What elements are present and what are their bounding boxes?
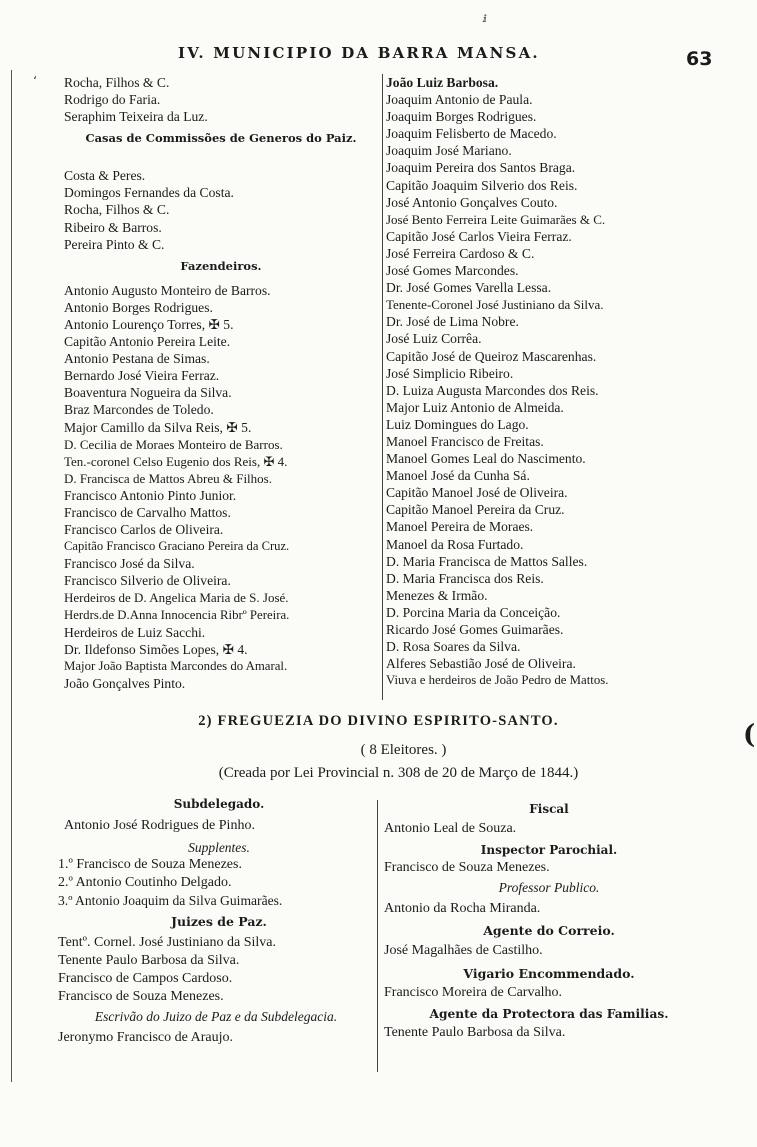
list-item: D. Maria Francisca de Mattos Salles. bbox=[386, 553, 588, 569]
section-title-juizes: Juizes de Paz. bbox=[171, 914, 267, 929]
eleitores-count: ( 8 Eleitores. ) bbox=[360, 742, 447, 758]
list-item: Antonio Augusto Monteiro de Barros. bbox=[64, 282, 271, 298]
list-item: Manoel da Rosa Furtado. bbox=[386, 536, 524, 552]
list-item: Antonio Pestana de Simas. bbox=[64, 351, 210, 367]
section-title-inspector: Inspector Parochial. bbox=[480, 843, 618, 857]
list-item: Capitão Antonio Pereira Leite. bbox=[64, 334, 231, 350]
list-item: Seraphim Teixeira da Luz. bbox=[64, 109, 208, 125]
freguezia-title: 2) FREGUEZIA DO DIVINO ESPIRITO-SANTO. bbox=[198, 713, 559, 729]
list-item: 2.º Antonio Coutinho Delgado. bbox=[58, 875, 232, 890]
list-item: Rodrigo do Faria. bbox=[64, 92, 161, 108]
list-item: Joaquim José Mariano. bbox=[386, 143, 512, 159]
list-item: Braz Marcondes de Toledo. bbox=[64, 402, 214, 418]
list-item: Manoel José da Cunha Sá. bbox=[386, 468, 530, 484]
margin-bullet: ‘ bbox=[33, 74, 37, 88]
section-title-casas: Casas de Commissões de Generos do Paiz. bbox=[85, 131, 357, 146]
list-item: Major Camillo da Silva Reis, ✠ 5. bbox=[64, 419, 252, 435]
section-title-fiscal: Fiscal bbox=[529, 802, 569, 816]
list-item: D. Porcina Maria da Conceição. bbox=[386, 604, 561, 620]
list-item: 1.º Francisco de Souza Menezes. bbox=[58, 857, 242, 872]
fiscal-name: Antonio Leal de Souza. bbox=[384, 821, 517, 836]
list-item: Boaventura Nogueira da Silva. bbox=[64, 385, 232, 401]
list-item: João Luiz Barbosa. bbox=[386, 75, 499, 90]
list-item: D. Cecilia de Moraes Monteiro de Barros. bbox=[64, 436, 283, 452]
list-item: Manoel Gomes Leal do Nascimento. bbox=[386, 451, 586, 467]
list-item: Capitão Manoel José de Oliveira. bbox=[386, 485, 568, 501]
list-item: Rocha, Filhos & C. bbox=[64, 202, 170, 218]
bottom-right-column bbox=[384, 800, 714, 1042]
list-item: Capitão José de Queiroz Mascarenhas. bbox=[386, 348, 597, 364]
list-item: Francisco de Campos Cardoso. bbox=[58, 971, 233, 986]
list-item: Domingos Fernandes da Costa. bbox=[64, 185, 234, 201]
list-item: Tenente-Coronel José Justiniano da Silva. bbox=[386, 297, 604, 313]
list-item: Francisco José da Silva. bbox=[64, 556, 195, 572]
list-item: Herdeiros de Luiz Sacchi. bbox=[64, 624, 206, 640]
list-item: Francisco Silverio de Oliveira. bbox=[64, 573, 231, 589]
list-item: Manoel Pereira de Moraes. bbox=[386, 519, 534, 535]
list-item: Dr. José de Lima Nobre. bbox=[386, 314, 519, 330]
list-item: Antonio Lourenço Torres, ✠ 5. bbox=[64, 316, 234, 332]
escrivao-name: Jeronymo Francisco de Araujo. bbox=[58, 1030, 233, 1045]
list-item: Herdeiros de D. Angelica Maria de S. José. bbox=[64, 590, 289, 606]
inspector-name: Francisco de Souza Menezes. bbox=[384, 860, 550, 875]
page-header: IV. MUNICIPIO DA BARRA MANSA. bbox=[178, 44, 540, 62]
margin-rule bbox=[11, 70, 12, 1082]
list-item: Major Luiz Antonio de Almeida. bbox=[386, 399, 564, 415]
list-item: Dr. José Gomes Varella Lessa. bbox=[386, 280, 552, 296]
list-item: D. Luiza Augusta Marcondes dos Reis. bbox=[386, 382, 599, 398]
list-item: Capitão Francisco Graciano Pereira da Cruz. bbox=[64, 539, 290, 554]
list-item: Dr. Ildefonso Simões Lopes, ✠ 4. bbox=[64, 641, 248, 657]
list-item: 3.º Antonio Joaquim da Silva Guimarães. bbox=[58, 893, 283, 908]
column-divider-bottom bbox=[377, 800, 378, 1072]
section-title-protectora: Agente da Protectora das Familias. bbox=[429, 1007, 669, 1021]
list-item: Luiz Domingues do Lago. bbox=[386, 416, 529, 432]
left-column bbox=[64, 74, 378, 692]
section-title-escrivao: Escrivão do Juizo de Paz e da Subdelegacia. bbox=[94, 1009, 338, 1024]
list-item: Francisco de Souza Menezes. bbox=[58, 989, 224, 1004]
list-item: D. Maria Francisca dos Reis. bbox=[386, 570, 544, 586]
column-divider bbox=[382, 74, 383, 700]
section-title-supplentes: Supplentes. bbox=[188, 840, 250, 855]
list-item: Ribeiro & Barros. bbox=[64, 219, 162, 235]
list-item: Capitão Manoel Pereira da Cruz. bbox=[386, 502, 565, 518]
list-item: Antonio Borges Rodrigues. bbox=[64, 299, 213, 315]
list-item: Rocha, Filhos & C. bbox=[64, 75, 170, 90]
bottom-left-column bbox=[58, 795, 374, 1047]
list-item: Joaquim Antonio de Paula. bbox=[386, 92, 533, 108]
professor-name: Antonio da Rocha Miranda. bbox=[384, 901, 541, 916]
right-column bbox=[386, 74, 706, 689]
right-margin-mark: ( bbox=[743, 720, 756, 750]
subdelegado-name: Antonio José Rodrigues de Pinho. bbox=[64, 818, 255, 833]
section-title-subdelegado: Subdelegado. bbox=[173, 797, 265, 811]
list-item: Capitão José Carlos Vieira Ferraz. bbox=[386, 228, 572, 244]
section-title-agente-correio: Agente do Correio. bbox=[483, 923, 615, 938]
section-title-professor: Professor Publico. bbox=[498, 880, 600, 895]
list-item: Francisco Carlos de Oliveira. bbox=[64, 522, 224, 538]
list-item: Viuva e herdeiros de João Pedro de Mattos. bbox=[386, 673, 609, 688]
list-item: José Ferreira Cardoso & C. bbox=[386, 245, 535, 261]
list-item: Pereira Pinto & C. bbox=[64, 236, 165, 252]
list-item: Major João Baptista Marcondes do Amaral. bbox=[64, 658, 288, 673]
list-item: Joaquim Pereira dos Santos Braga. bbox=[386, 160, 576, 176]
creada-note: (Creada por Lei Provincial n. 308 de 20 de Março de 1844.) bbox=[218, 765, 579, 781]
page-number: 63 bbox=[686, 48, 713, 70]
list-item: Bernardo José Vieira Ferraz. bbox=[64, 368, 220, 384]
list-item: Herdrs.de D.Anna Innocencia Ribrº Pereira. bbox=[64, 607, 290, 622]
section-title-fazendeiros: Fazendeiros. bbox=[180, 258, 262, 273]
list-item: Joaquim Borges Rodrigues. bbox=[386, 109, 537, 125]
list-item: José Antonio Gonçalves Couto. bbox=[386, 194, 558, 210]
list-item: Francisco Antonio Pinto Junior. bbox=[64, 487, 237, 503]
list-item: Capitão Joaquim Silverio dos Reis. bbox=[386, 177, 578, 193]
vigario-name: Francisco Moreira de Carvalho. bbox=[384, 985, 563, 1000]
list-item: José Luiz Corrêa. bbox=[386, 331, 482, 347]
list-item: José Gomes Marcondes. bbox=[386, 263, 519, 279]
protectora-name: Tenente Paulo Barbosa da Silva. bbox=[384, 1025, 566, 1040]
list-item: Francisco de Carvalho Mattos. bbox=[64, 504, 231, 520]
list-item: Ten.-coronel Celso Eugenio dos Reis, ✠ 4. bbox=[64, 453, 288, 469]
agente-correio-name: José Magalhães de Castilho. bbox=[384, 943, 543, 958]
list-item: D. Francisca de Mattos Abreu & Filhos. bbox=[64, 470, 272, 486]
list-item: José Simplicio Ribeiro. bbox=[386, 365, 514, 381]
list-item: Tenente Paulo Barbosa da Silva. bbox=[58, 953, 240, 968]
list-item: Joaquim Felisberto de Macedo. bbox=[386, 126, 557, 142]
list-item: Menezes & Irmão. bbox=[386, 587, 488, 603]
list-item: Manoel Francisco de Freitas. bbox=[386, 433, 544, 449]
section-title-vigario: Vigario Encommendado. bbox=[463, 966, 635, 981]
list-item: José Bento Ferreira Leite Guimarães & C. bbox=[386, 211, 606, 227]
list-item: Costa & Peres. bbox=[64, 168, 146, 184]
list-item: João Gonçalves Pinto. bbox=[64, 675, 186, 691]
list-item: D. Rosa Soares da Silva. bbox=[386, 639, 521, 655]
top-mark: ⅈ bbox=[483, 14, 487, 25]
list-item: Tentº. Cornel. José Justiniano da Silva. bbox=[58, 935, 277, 950]
list-item: Ricardo José Gomes Guimarães. bbox=[386, 622, 564, 637]
list-item: Alferes Sebastião José de Oliveira. bbox=[386, 656, 576, 672]
